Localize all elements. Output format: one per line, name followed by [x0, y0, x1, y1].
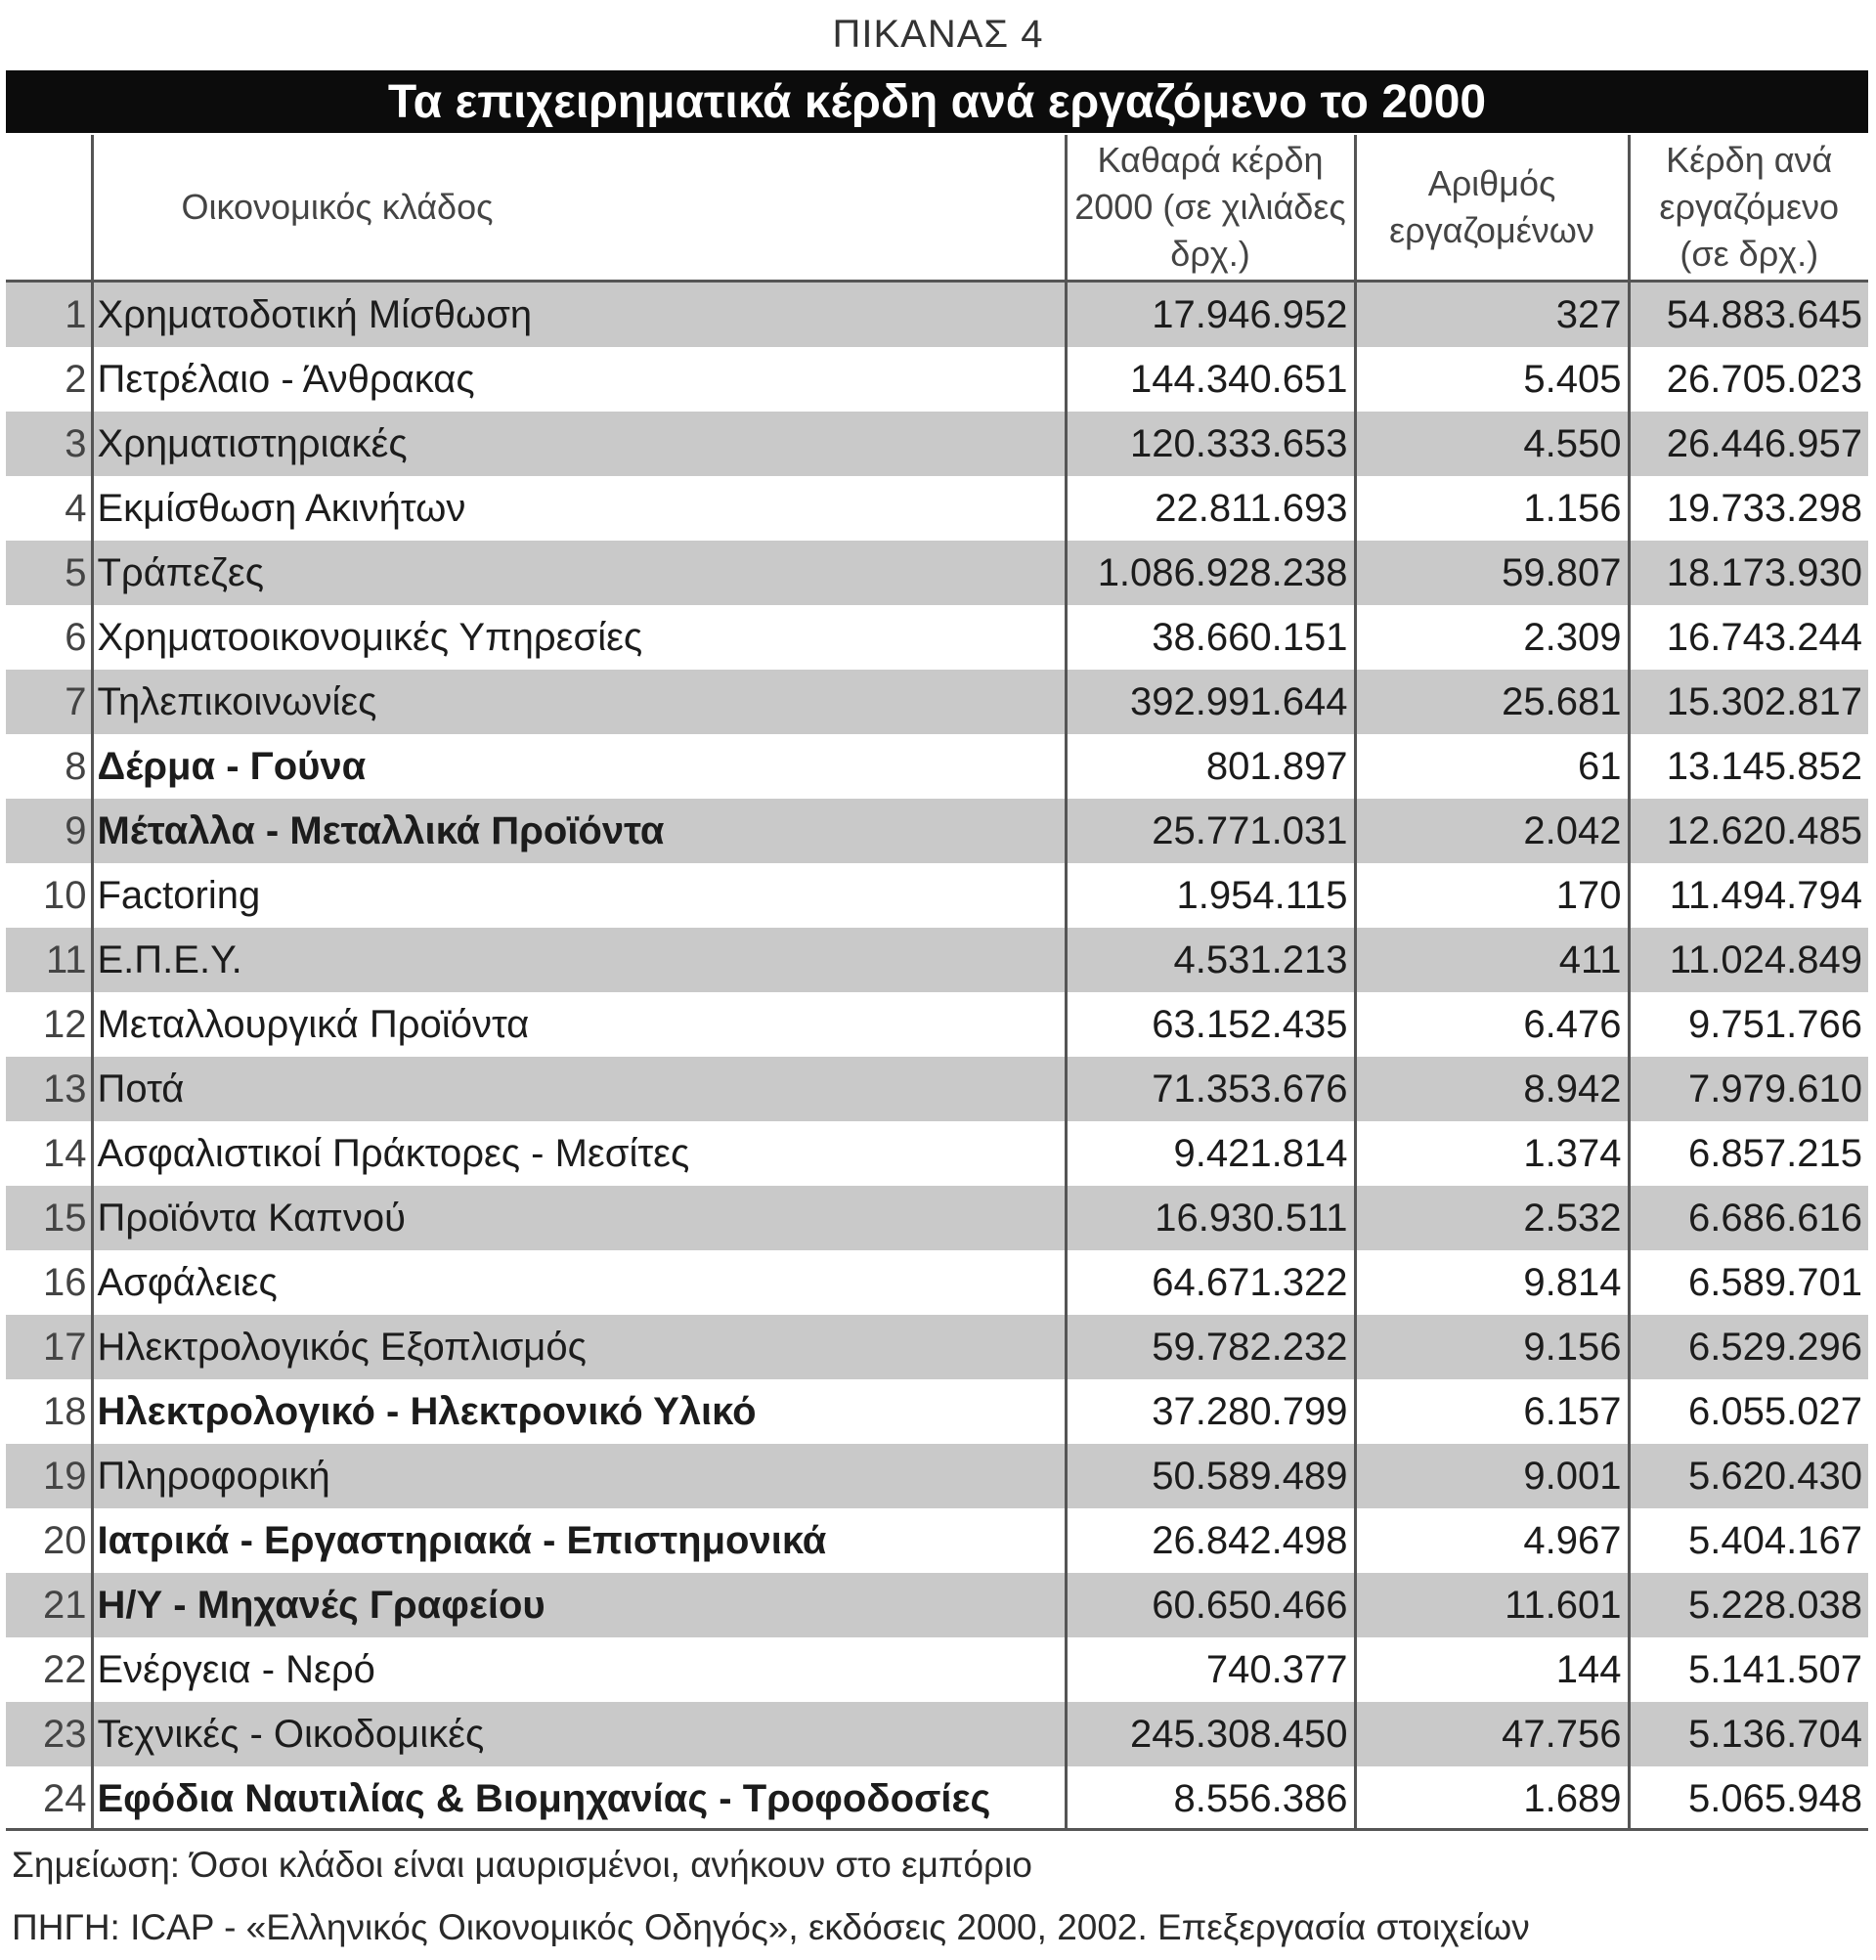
row-employees: 4.550 [1355, 412, 1629, 476]
table-header-row [6, 135, 1868, 282]
row-profits: 63.152.435 [1066, 992, 1355, 1057]
row-sector: Τράπεζες [92, 541, 1066, 605]
source-text: ΠΗΓΗ: ICAP - «Ελληνικός Οικονομικός Οδηγός», εκδόσεις 2000, 2002. Επεξεργασία στοιχείων [12, 1907, 1530, 1947]
row-sector: Ποτά [92, 1057, 1066, 1121]
row-profits: 22.811.693 [1066, 476, 1355, 541]
row-ratio: 5.228.038 [1629, 1573, 1868, 1637]
row-profits: 120.333.653 [1066, 412, 1355, 476]
row-employees: 2.309 [1355, 605, 1629, 670]
table-row [6, 1379, 1868, 1444]
row-index: 9 [6, 799, 92, 863]
row-sector: Ιατρικά - Εργαστηριακά - Επιστημονικά [92, 1508, 1066, 1573]
row-index: 13 [6, 1057, 92, 1121]
row-ratio: 26.705.023 [1629, 347, 1868, 412]
row-profits: 9.421.814 [1066, 1121, 1355, 1186]
row-employees: 4.967 [1355, 1508, 1629, 1573]
row-ratio: 6.589.701 [1629, 1250, 1868, 1315]
row-employees: 1.374 [1355, 1121, 1629, 1186]
row-employees: 8.942 [1355, 1057, 1629, 1121]
row-sector: Η/Υ - Μηχανές Γραφείου [92, 1573, 1066, 1637]
row-index: 2 [65, 357, 87, 401]
row-index: 16 [43, 1260, 87, 1304]
header-sector: Οικονομικός κλάδος [92, 135, 1066, 282]
row-employees: 6.157 [1355, 1379, 1629, 1444]
row-profits: 144.340.651 [1066, 347, 1355, 412]
table-caption: ΠΙΚΑΝΑΣ 4 [832, 12, 1044, 56]
row-index: 22 [43, 1647, 87, 1691]
row-profits: 25.771.031 [1066, 799, 1355, 863]
row-profits: 64.671.322 [1066, 1250, 1355, 1315]
table-row [6, 1637, 1868, 1702]
table-row [6, 541, 1868, 605]
row-employees: 6.476 [1355, 992, 1629, 1057]
row-index: 12 [43, 1002, 87, 1046]
row-sector: Χρηματοοικονομικές Υπηρεσίες [92, 605, 1066, 670]
row-ratio: 54.883.645 [1629, 282, 1868, 348]
table-row [6, 1315, 1868, 1379]
row-index: 3 [6, 412, 92, 476]
row-ratio: 5.620.430 [1629, 1444, 1868, 1508]
row-sector: Χρηματιστηριακές [92, 412, 1066, 476]
row-index: 23 [6, 1702, 92, 1766]
row-index: 18 [43, 1389, 87, 1433]
table-row [6, 605, 1868, 670]
row-employees: 170 [1355, 863, 1629, 928]
row-index: 21 [6, 1573, 92, 1637]
row-sector: Τεχνικές - Οικοδομικές [92, 1702, 1066, 1766]
table-title-text: Τα επιχειρηματικά κέρδη ανά εργαζόμενο το 2000 [387, 75, 1487, 128]
row-index: 1 [6, 282, 92, 348]
header-employees: Αριθμός εργαζομένων [1355, 135, 1629, 282]
table-row [6, 282, 1868, 348]
row-employees: 5.405 [1355, 347, 1629, 412]
row-employees: 2.042 [1355, 799, 1629, 863]
row-employees: 144 [1355, 1637, 1629, 1702]
row-ratio: 9.751.766 [1629, 992, 1868, 1057]
row-index: 4 [65, 486, 87, 530]
table-row [6, 1573, 1868, 1637]
table-row [6, 476, 1868, 541]
row-sector: Πετρέλαιο - Άνθρακας [92, 347, 1066, 412]
row-sector: Χρηματοδοτική Μίσθωση [92, 282, 1066, 348]
row-sector: Ηλεκτρολογικό - Ηλεκτρονικό Υλικό [92, 1379, 1066, 1444]
table-row [6, 1121, 1868, 1186]
row-ratio: 12.620.485 [1629, 799, 1868, 863]
row-ratio: 6.686.616 [1629, 1186, 1868, 1250]
header-ratio: Κέρδη ανά εργαζόμενο (σε δρχ.) [1629, 135, 1868, 282]
row-sector: Factoring [92, 863, 1066, 928]
row-employees: 25.681 [1355, 670, 1629, 734]
row-profits: 17.946.952 [1066, 282, 1355, 348]
header-index [6, 135, 92, 282]
row-profits: 37.280.799 [1066, 1379, 1355, 1444]
row-ratio: 7.979.610 [1629, 1057, 1868, 1121]
row-index: 19 [6, 1444, 92, 1508]
row-ratio: 6.055.027 [1629, 1379, 1868, 1444]
table-row [6, 863, 1868, 928]
table-row [6, 1508, 1868, 1573]
row-ratio: 6.529.296 [1629, 1315, 1868, 1379]
row-employees: 9.814 [1355, 1250, 1629, 1315]
table-row [6, 1057, 1868, 1121]
row-profits: 245.308.450 [1066, 1702, 1355, 1766]
row-sector: Εκμίσθωση Ακινήτων [92, 476, 1066, 541]
row-ratio: 13.145.852 [1629, 734, 1868, 799]
row-profits: 71.353.676 [1066, 1057, 1355, 1121]
row-index: 14 [43, 1131, 87, 1175]
row-profits: 740.377 [1066, 1637, 1355, 1702]
row-profits: 38.660.151 [1066, 605, 1355, 670]
table-row [6, 1702, 1868, 1766]
row-ratio: 15.302.817 [1629, 670, 1868, 734]
row-index: 15 [6, 1186, 92, 1250]
row-profits: 8.556.386 [1066, 1766, 1355, 1831]
table-row [6, 670, 1868, 734]
table-title [6, 70, 1868, 133]
row-employees: 47.756 [1355, 1702, 1629, 1766]
row-employees: 11.601 [1355, 1573, 1629, 1637]
row-index: 11 [6, 928, 92, 992]
row-ratio: 19.733.298 [1629, 476, 1868, 541]
note-text: Σημείωση: Όσοι κλάδοι είναι μαυρισμένοι, ανήκουν στο εμπόριο [12, 1845, 1032, 1885]
row-ratio: 18.173.930 [1629, 541, 1868, 605]
row-sector: Ηλεκτρολογικός Εξοπλισμός [92, 1315, 1066, 1379]
row-index: 8 [65, 744, 87, 788]
row-sector: Εφόδια Ναυτιλίας & Βιομηχανίας - Τροφοδοσίες [92, 1766, 1066, 1831]
row-index: 17 [6, 1315, 92, 1379]
row-index: 24 [43, 1776, 87, 1820]
row-index: 7 [6, 670, 92, 734]
row-sector: Τηλεπικοινωνίες [92, 670, 1066, 734]
row-profits: 801.897 [1066, 734, 1355, 799]
row-employees: 327 [1355, 282, 1629, 348]
table-row [6, 928, 1868, 992]
row-sector: Ασφάλειες [92, 1250, 1066, 1315]
row-employees: 9.001 [1355, 1444, 1629, 1508]
profits-table [6, 135, 1868, 1831]
row-ratio: 11.024.849 [1629, 928, 1868, 992]
row-profits: 1.086.928.238 [1066, 541, 1355, 605]
row-profits: 4.531.213 [1066, 928, 1355, 992]
row-employees: 411 [1355, 928, 1629, 992]
row-employees: 1.156 [1355, 476, 1629, 541]
row-sector: Προϊόντα Καπνού [92, 1186, 1066, 1250]
row-profits: 26.842.498 [1066, 1508, 1355, 1573]
table-row [6, 734, 1868, 799]
table-notes [6, 1828, 1868, 1960]
row-index: 6 [65, 615, 87, 659]
table-body [6, 282, 1868, 1832]
row-profits: 59.782.232 [1066, 1315, 1355, 1379]
row-index: 10 [43, 873, 87, 917]
row-sector: Ασφαλιστικοί Πράκτορες - Μεσίτες [92, 1121, 1066, 1186]
row-ratio: 5.065.948 [1629, 1766, 1868, 1831]
row-profits: 50.589.489 [1066, 1444, 1355, 1508]
row-sector: Μέταλλα - Μεταλλικά Προϊόντα [92, 799, 1066, 863]
row-employees: 61 [1355, 734, 1629, 799]
row-ratio: 16.743.244 [1629, 605, 1868, 670]
row-ratio: 5.404.167 [1629, 1508, 1868, 1573]
header-profits: Καθαρά κέρδη 2000 (σε χιλιάδες δρχ.) [1066, 135, 1355, 282]
table-row [6, 1186, 1868, 1250]
table-row [6, 1444, 1868, 1508]
row-ratio: 5.136.704 [1629, 1702, 1868, 1766]
row-employees: 9.156 [1355, 1315, 1629, 1379]
row-sector: Μεταλλουργικά Προϊόντα [92, 992, 1066, 1057]
row-employees: 2.532 [1355, 1186, 1629, 1250]
table-row [6, 992, 1868, 1057]
row-index: 5 [6, 541, 92, 605]
row-ratio: 5.141.507 [1629, 1637, 1868, 1702]
row-employees: 59.807 [1355, 541, 1629, 605]
table-row [6, 1766, 1868, 1831]
row-sector: Ενέργεια - Νερό [92, 1637, 1066, 1702]
row-profits: 1.954.115 [1066, 863, 1355, 928]
row-sector: Ε.Π.Ε.Υ. [92, 928, 1066, 992]
row-employees: 1.689 [1355, 1766, 1629, 1831]
row-ratio: 6.857.215 [1629, 1121, 1868, 1186]
table-row [6, 799, 1868, 863]
row-profits: 392.991.644 [1066, 670, 1355, 734]
table-row [6, 412, 1868, 476]
row-profits: 60.650.466 [1066, 1573, 1355, 1637]
table-row [6, 1250, 1868, 1315]
row-ratio: 11.494.794 [1629, 863, 1868, 928]
row-ratio: 26.446.957 [1629, 412, 1868, 476]
row-profits: 16.930.511 [1066, 1186, 1355, 1250]
row-sector: Πληροφορική [92, 1444, 1066, 1508]
row-index: 20 [43, 1518, 87, 1562]
table-row [6, 347, 1868, 412]
row-sector: Δέρμα - Γούνα [92, 734, 1066, 799]
